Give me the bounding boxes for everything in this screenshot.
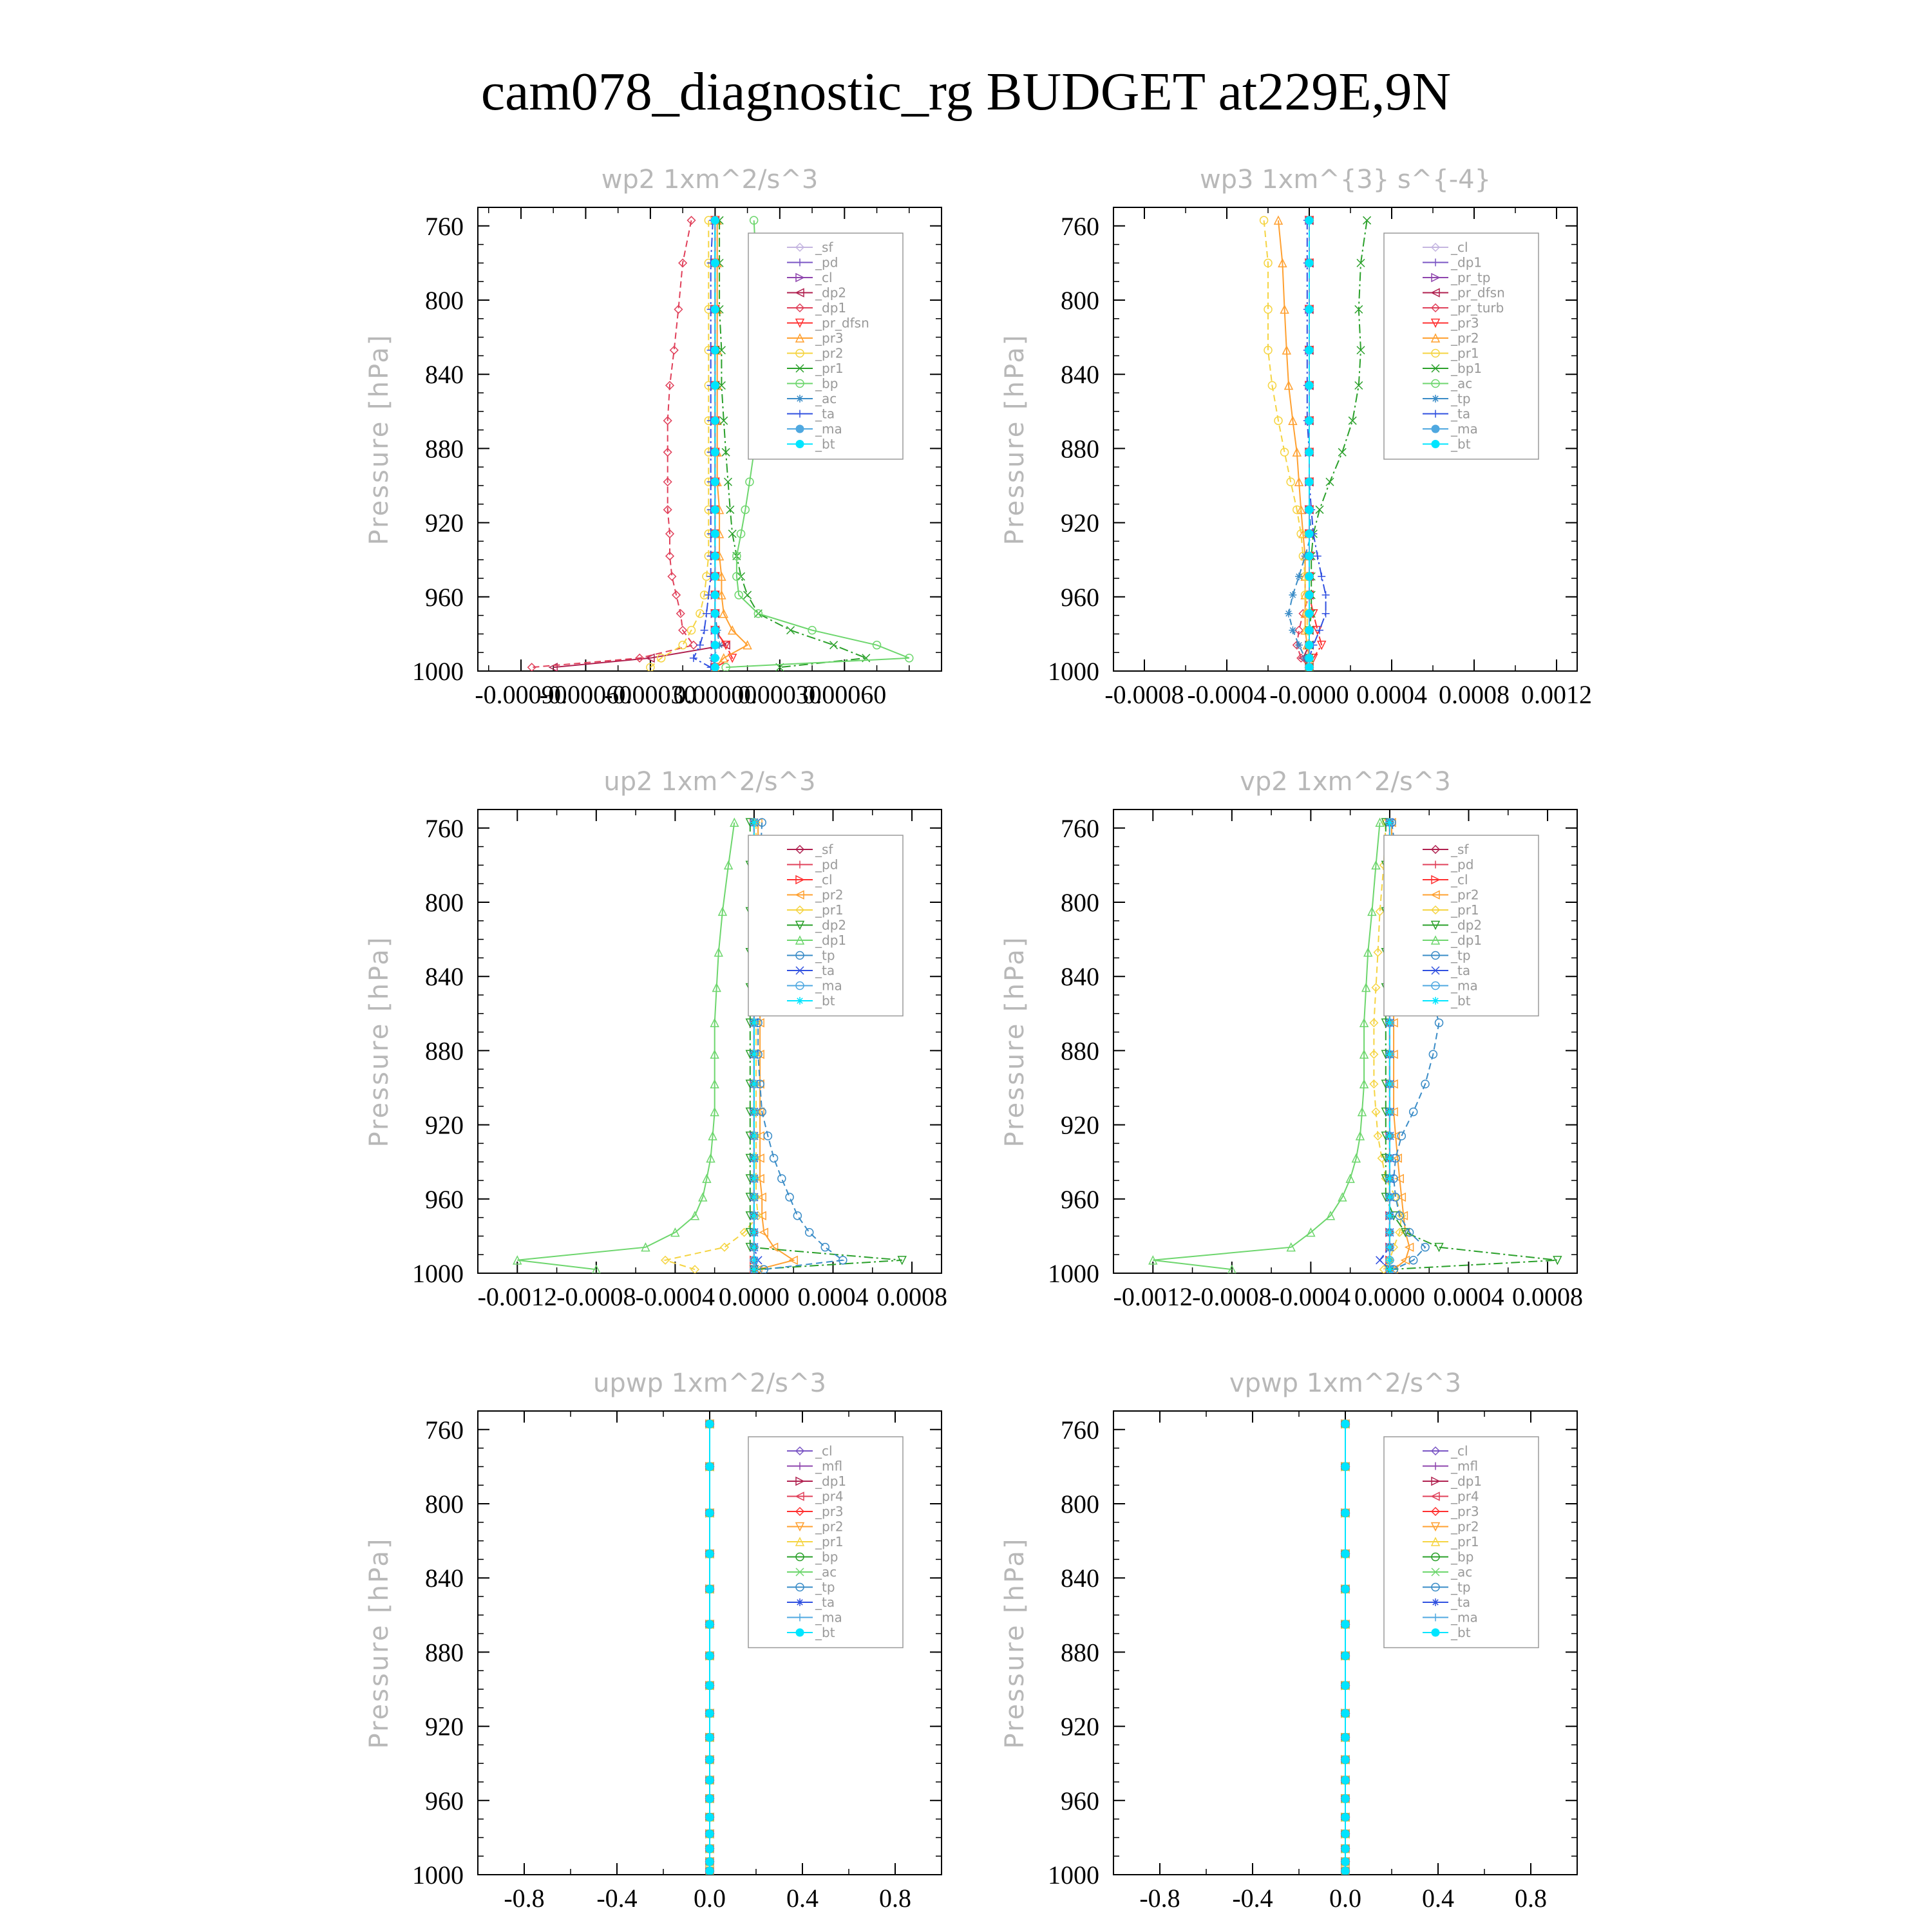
legend-label: _ma xyxy=(815,421,842,437)
data-point xyxy=(1386,1132,1394,1140)
x-tick-label: -0.4 xyxy=(1232,1884,1273,1913)
figure-title: cam078_diagnostic_rg BUDGET at229E,9N xyxy=(480,62,1452,122)
legend xyxy=(1384,1437,1539,1648)
data-point xyxy=(1341,1420,1349,1428)
y-axis-label: Pressure [hPa] xyxy=(365,935,394,1148)
x-tick-label: -0.00030 xyxy=(604,680,697,709)
data-point xyxy=(1305,346,1313,354)
y-tick-label: 960 xyxy=(425,582,464,612)
data-point xyxy=(1305,610,1313,618)
data-point xyxy=(1341,1734,1349,1741)
data-point xyxy=(1305,573,1313,580)
data-point xyxy=(711,530,719,538)
y-tick-label: 760 xyxy=(425,813,464,843)
legend-label: _pr_dfsn xyxy=(1451,285,1505,301)
legend-label: _bt xyxy=(815,436,835,452)
data-point xyxy=(1341,1756,1349,1763)
x-tick-label: 0.0004 xyxy=(1356,680,1427,709)
y-tick-label: 1000 xyxy=(1048,1259,1099,1288)
legend-label: _ma xyxy=(815,978,842,994)
legend-label: _pr2 xyxy=(1451,887,1479,903)
data-point xyxy=(1305,478,1313,486)
panel-title: wp2 1xm^2/s^3 xyxy=(601,165,819,194)
data-point xyxy=(706,1420,714,1428)
data-point xyxy=(711,506,719,513)
data-point xyxy=(1341,1620,1349,1628)
data-point xyxy=(1305,417,1313,424)
data-point xyxy=(1341,1858,1349,1866)
x-tick-label: 0.8 xyxy=(879,1884,911,1913)
legend-label: _pr4 xyxy=(1451,1488,1479,1504)
y-tick-label: 800 xyxy=(1061,888,1099,917)
x-tick-label: -0.8 xyxy=(504,1884,545,1913)
data-point xyxy=(1305,654,1313,662)
y-tick-label: 800 xyxy=(425,888,464,917)
data-point xyxy=(1386,1108,1394,1115)
legend-label: _dp1 xyxy=(815,933,847,948)
legend-label: _bp xyxy=(815,375,838,392)
data-point xyxy=(1305,216,1313,224)
x-tick-label: -0.8 xyxy=(1139,1884,1180,1913)
legend-label: _mfl xyxy=(815,1458,843,1474)
data-point xyxy=(706,1709,714,1717)
legend-marker xyxy=(1432,440,1439,448)
legend-marker xyxy=(1432,395,1439,402)
legend-label: _ta xyxy=(1451,963,1471,978)
legend-label: _bt xyxy=(815,993,835,1009)
y-tick-label: 760 xyxy=(1061,1415,1099,1444)
data-point xyxy=(711,641,719,649)
y-tick-label: 960 xyxy=(1061,582,1099,612)
x-tick-label: 0.0008 xyxy=(1512,1282,1584,1311)
legend-label: _ac xyxy=(1451,1564,1473,1580)
legend-marker xyxy=(796,395,804,402)
y-tick-label: 920 xyxy=(1061,508,1099,538)
data-point xyxy=(706,1795,714,1803)
y-tick-label: 920 xyxy=(425,508,464,538)
y-tick-label: 800 xyxy=(425,1490,464,1519)
x-tick-label: -0.0004 xyxy=(1271,1282,1351,1311)
x-tick-label: 0.4 xyxy=(786,1884,819,1913)
data-point xyxy=(1295,573,1303,580)
x-tick-label: 0.0008 xyxy=(876,1282,948,1311)
data-point xyxy=(1341,1550,1349,1558)
legend-label: _sf xyxy=(815,240,833,255)
data-point xyxy=(706,1585,714,1593)
data-point xyxy=(1295,641,1303,649)
data-point xyxy=(1305,530,1313,538)
data-point xyxy=(706,1620,714,1628)
panel-title: vp2 1xm^2/s^3 xyxy=(1240,767,1451,797)
y-axis-label: Pressure [hPa] xyxy=(1000,333,1030,545)
data-point xyxy=(711,573,719,580)
data-point xyxy=(711,216,719,224)
legend-label: _tp xyxy=(1451,1579,1471,1595)
legend-label: _dp2 xyxy=(1451,917,1482,933)
y-tick-label: 920 xyxy=(425,1110,464,1140)
data-point xyxy=(711,346,719,354)
legend-label: _pd xyxy=(815,254,838,270)
data-point xyxy=(1341,1709,1349,1717)
data-point xyxy=(750,1244,758,1251)
x-tick-label: 0.0 xyxy=(694,1884,726,1913)
y-tick-label: 920 xyxy=(1061,1110,1099,1140)
legend-label: _pr1 xyxy=(1451,345,1479,361)
legend-label: _pr2 xyxy=(815,887,844,903)
legend-label: _tp xyxy=(1451,391,1471,406)
data-point xyxy=(1305,259,1313,267)
legend-label: _dp1 xyxy=(815,300,847,316)
x-tick-label: -0.00060 xyxy=(539,680,632,709)
legend-label: _sf xyxy=(815,842,833,857)
data-point xyxy=(1305,506,1313,513)
x-tick-label: -0.0012 xyxy=(477,1282,557,1311)
legend-label: _ta xyxy=(1451,406,1471,422)
data-point xyxy=(750,1154,758,1162)
data-point xyxy=(711,627,719,634)
data-point xyxy=(711,417,719,424)
panel-title: up2 1xm^2/s^3 xyxy=(603,767,816,797)
y-tick-label: 840 xyxy=(425,1564,464,1593)
data-point xyxy=(1341,1776,1349,1784)
data-point xyxy=(1386,1175,1394,1182)
x-tick-label: -0.0008 xyxy=(556,1282,636,1311)
data-point xyxy=(1289,591,1296,599)
x-tick-label: 0.0 xyxy=(1329,1884,1361,1913)
data-point xyxy=(1341,1681,1349,1689)
x-tick-label: -0.0008 xyxy=(1104,680,1184,709)
y-axis-label: Pressure [hPa] xyxy=(365,333,394,545)
legend-label: _tp xyxy=(1451,947,1471,963)
data-point xyxy=(750,1132,758,1140)
data-point xyxy=(750,1229,758,1236)
data-point xyxy=(1341,1830,1349,1838)
data-point xyxy=(1305,591,1313,599)
legend-label: _bt xyxy=(1451,436,1471,452)
legend-label: _bp1 xyxy=(1451,361,1482,376)
y-tick-label: 1000 xyxy=(412,1861,464,1889)
x-tick-label: 0.00000 xyxy=(673,680,757,709)
legend-label: _bt xyxy=(1451,993,1471,1009)
legend-label: _pr2 xyxy=(815,1519,844,1535)
legend xyxy=(748,835,903,1016)
x-tick-label: 0.0004 xyxy=(1433,1282,1504,1311)
data-point xyxy=(750,1175,758,1182)
legend xyxy=(1384,233,1539,459)
y-tick-label: 880 xyxy=(1061,434,1099,464)
legend xyxy=(1384,835,1539,1016)
data-point xyxy=(750,1265,758,1273)
data-point xyxy=(711,654,719,662)
legend-label: _cl xyxy=(1451,872,1468,887)
legend-label: _ma xyxy=(1451,1609,1478,1625)
legend-label: _cl xyxy=(1451,1443,1468,1459)
legend-label: _bt xyxy=(1451,1625,1471,1640)
legend-label: _bp xyxy=(1451,1549,1474,1565)
y-tick-label: 960 xyxy=(425,1786,464,1815)
legend-label: _dp1 xyxy=(1451,933,1482,948)
data-point xyxy=(750,1193,758,1201)
data-point xyxy=(1341,1867,1349,1875)
x-tick-label: 0.00060 xyxy=(802,680,887,709)
data-point xyxy=(750,1256,758,1264)
legend-label: _pr2 xyxy=(1451,1519,1479,1535)
x-tick-label: -0.0012 xyxy=(1113,1282,1193,1311)
legend-label: _pr_turb xyxy=(1451,300,1504,316)
data-point xyxy=(1386,1050,1394,1058)
data-point xyxy=(706,1776,714,1784)
y-tick-label: 880 xyxy=(425,1638,464,1667)
y-tick-label: 840 xyxy=(425,962,464,992)
data-point xyxy=(711,259,719,267)
data-point xyxy=(750,1080,758,1088)
legend-marker xyxy=(1432,1598,1439,1606)
y-tick-label: 800 xyxy=(1061,286,1099,315)
legend-marker xyxy=(1432,425,1439,433)
y-tick-label: 880 xyxy=(425,434,464,464)
data-point xyxy=(1386,1154,1394,1162)
data-point xyxy=(1341,1795,1349,1803)
data-point xyxy=(706,1830,714,1838)
y-tick-label: 760 xyxy=(1061,813,1099,843)
y-tick-label: 840 xyxy=(1061,360,1099,390)
legend-label: _ac xyxy=(1451,375,1473,392)
data-point xyxy=(711,591,719,599)
y-axis-label: Pressure [hPa] xyxy=(365,1537,394,1749)
legend-label: _pr1 xyxy=(815,902,844,918)
data-point xyxy=(706,1509,714,1517)
y-tick-label: 840 xyxy=(425,360,464,390)
panel-title: upwp 1xm^2/s^3 xyxy=(593,1368,826,1398)
legend-label: _dp2 xyxy=(815,285,847,301)
x-tick-label: 0.4 xyxy=(1422,1884,1454,1913)
data-point xyxy=(711,663,719,671)
legend-label: _cl xyxy=(1451,240,1468,255)
data-point xyxy=(1386,1193,1394,1201)
legend-label: _cl xyxy=(815,1443,833,1459)
y-axis-label: Pressure [hPa] xyxy=(1000,935,1030,1148)
data-point xyxy=(1386,1212,1394,1220)
y-tick-label: 800 xyxy=(1061,1490,1099,1519)
x-tick-label: 0.0004 xyxy=(797,1282,869,1311)
legend-label: _ta xyxy=(815,406,835,422)
legend-label: _ta xyxy=(815,963,835,978)
data-point xyxy=(1305,663,1313,671)
data-point xyxy=(1305,448,1313,456)
data-point xyxy=(750,1019,758,1027)
legend-marker xyxy=(796,1629,804,1636)
data-point xyxy=(1305,641,1313,649)
legend-label: _bp xyxy=(815,1549,838,1565)
x-tick-label: -0.0004 xyxy=(1187,680,1267,709)
y-tick-label: 1000 xyxy=(412,1259,464,1288)
legend xyxy=(748,1437,903,1648)
legend-label: _ma xyxy=(1451,978,1478,994)
legend-label: _pr2 xyxy=(1451,330,1479,346)
data-point xyxy=(750,1108,758,1115)
y-tick-label: 880 xyxy=(1061,1638,1099,1667)
data-point xyxy=(706,1681,714,1689)
y-tick-label: 1000 xyxy=(412,657,464,686)
y-tick-label: 840 xyxy=(1061,962,1099,992)
data-point xyxy=(1341,1845,1349,1853)
legend-label: _pr3 xyxy=(1451,315,1479,331)
legend-label: _tp xyxy=(815,947,835,963)
y-tick-label: 960 xyxy=(425,1184,464,1214)
legend-label: _pd xyxy=(1451,857,1474,873)
data-point xyxy=(1305,552,1313,560)
legend-label: _ta xyxy=(1451,1595,1471,1610)
legend-marker xyxy=(796,440,804,448)
data-point xyxy=(1386,819,1394,826)
legend-label: _pr_tp xyxy=(1451,270,1491,285)
data-point xyxy=(1341,1652,1349,1660)
legend-label: _pr3 xyxy=(815,330,844,346)
data-point xyxy=(1341,1463,1349,1470)
y-tick-label: 960 xyxy=(1061,1786,1099,1815)
legend-label: _dp1 xyxy=(1451,254,1482,270)
legend-label: _pr2 xyxy=(815,345,844,361)
legend-label: _cl xyxy=(815,872,833,887)
legend-label: _pr3 xyxy=(1451,1504,1479,1519)
legend-label: _ta xyxy=(815,1595,835,1610)
legend-label: _cl xyxy=(815,270,833,285)
legend-label: _pr4 xyxy=(815,1488,844,1504)
legend-label: _dp2 xyxy=(815,917,847,933)
data-point xyxy=(1341,1509,1349,1517)
x-tick-label: -0.0004 xyxy=(635,1282,715,1311)
data-point xyxy=(711,610,719,618)
data-point xyxy=(750,1212,758,1220)
legend xyxy=(748,233,903,459)
legend-label: _pr1 xyxy=(815,1534,844,1549)
data-point xyxy=(706,1463,714,1470)
legend-label: _ac xyxy=(815,1564,837,1580)
x-tick-label: 0.0000 xyxy=(1354,1282,1425,1311)
legend-marker xyxy=(1432,997,1439,1005)
x-tick-label: -0.0000 xyxy=(1269,680,1349,709)
y-tick-label: 920 xyxy=(1061,1712,1099,1741)
data-point xyxy=(1289,627,1296,634)
legend-label: _mfl xyxy=(1451,1458,1479,1474)
x-tick-label: 0.0012 xyxy=(1521,680,1592,709)
data-point xyxy=(750,1050,758,1058)
x-tick-label: -0.0008 xyxy=(1192,1282,1272,1311)
data-point xyxy=(711,381,719,389)
legend-label: _pd xyxy=(815,857,838,873)
x-tick-label: 0.0000 xyxy=(718,1282,790,1311)
panel-title: vpwp 1xm^2/s^3 xyxy=(1229,1368,1462,1398)
legend-label: _pr1 xyxy=(1451,902,1479,918)
data-point xyxy=(706,1756,714,1763)
legend-label: _ma xyxy=(1451,421,1478,437)
legend-label: _pr3 xyxy=(815,1504,844,1519)
data-point xyxy=(711,448,719,456)
data-point xyxy=(706,1814,714,1821)
data-point xyxy=(1305,381,1313,389)
data-point xyxy=(1386,1019,1394,1027)
data-point xyxy=(706,1845,714,1853)
data-point xyxy=(706,1734,714,1741)
legend-label: _ac xyxy=(815,391,837,406)
legend-marker xyxy=(1432,1629,1439,1636)
legend-label: _dp1 xyxy=(1451,1473,1482,1489)
x-tick-label: 0.8 xyxy=(1515,1884,1547,1913)
data-point xyxy=(1305,305,1313,313)
y-axis-label: Pressure [hPa] xyxy=(1000,1537,1030,1749)
data-point xyxy=(706,1550,714,1558)
x-tick-label: -0.00090 xyxy=(475,680,567,709)
panel-title: wp3 1xm^{3} s^{-4} xyxy=(1199,165,1492,194)
x-tick-label: 0.00030 xyxy=(737,680,822,709)
y-tick-label: 1000 xyxy=(1048,1861,1099,1889)
data-point xyxy=(1386,1265,1394,1273)
legend-marker xyxy=(796,997,804,1005)
data-point xyxy=(1341,1585,1349,1593)
y-tick-label: 920 xyxy=(425,1712,464,1741)
y-tick-label: 840 xyxy=(1061,1564,1099,1593)
y-tick-label: 760 xyxy=(425,211,464,241)
data-point xyxy=(706,1652,714,1660)
legend-label: _bt xyxy=(815,1625,835,1640)
data-point xyxy=(1305,627,1313,634)
legend-marker xyxy=(796,425,804,433)
x-tick-label: -0.4 xyxy=(596,1884,638,1913)
data-point xyxy=(1386,1080,1394,1088)
y-tick-label: 800 xyxy=(425,286,464,315)
legend-marker xyxy=(796,1598,804,1606)
y-tick-label: 960 xyxy=(1061,1184,1099,1214)
x-tick-label: 0.0008 xyxy=(1439,680,1510,709)
y-tick-label: 1000 xyxy=(1048,657,1099,686)
legend-label: _tp xyxy=(815,1579,835,1595)
data-point xyxy=(711,552,719,560)
data-point xyxy=(706,1867,714,1875)
legend-label: _ma xyxy=(815,1609,842,1625)
legend-label: _sf xyxy=(1451,842,1469,857)
legend-label: _pr_dfsn xyxy=(815,315,869,331)
y-tick-label: 880 xyxy=(425,1036,464,1066)
y-tick-label: 880 xyxy=(1061,1036,1099,1066)
data-point xyxy=(706,1858,714,1866)
data-point xyxy=(1386,1229,1394,1236)
legend-label: _dp1 xyxy=(815,1473,847,1489)
data-point xyxy=(1341,1814,1349,1821)
y-tick-label: 760 xyxy=(1061,211,1099,241)
data-point xyxy=(1386,1256,1394,1264)
data-point xyxy=(1386,1244,1394,1251)
data-point xyxy=(711,478,719,486)
y-tick-label: 760 xyxy=(425,1415,464,1444)
legend-label: _pr1 xyxy=(815,361,844,376)
data-point xyxy=(711,305,719,313)
legend-label: _pr1 xyxy=(1451,1534,1479,1549)
data-point xyxy=(750,819,758,826)
